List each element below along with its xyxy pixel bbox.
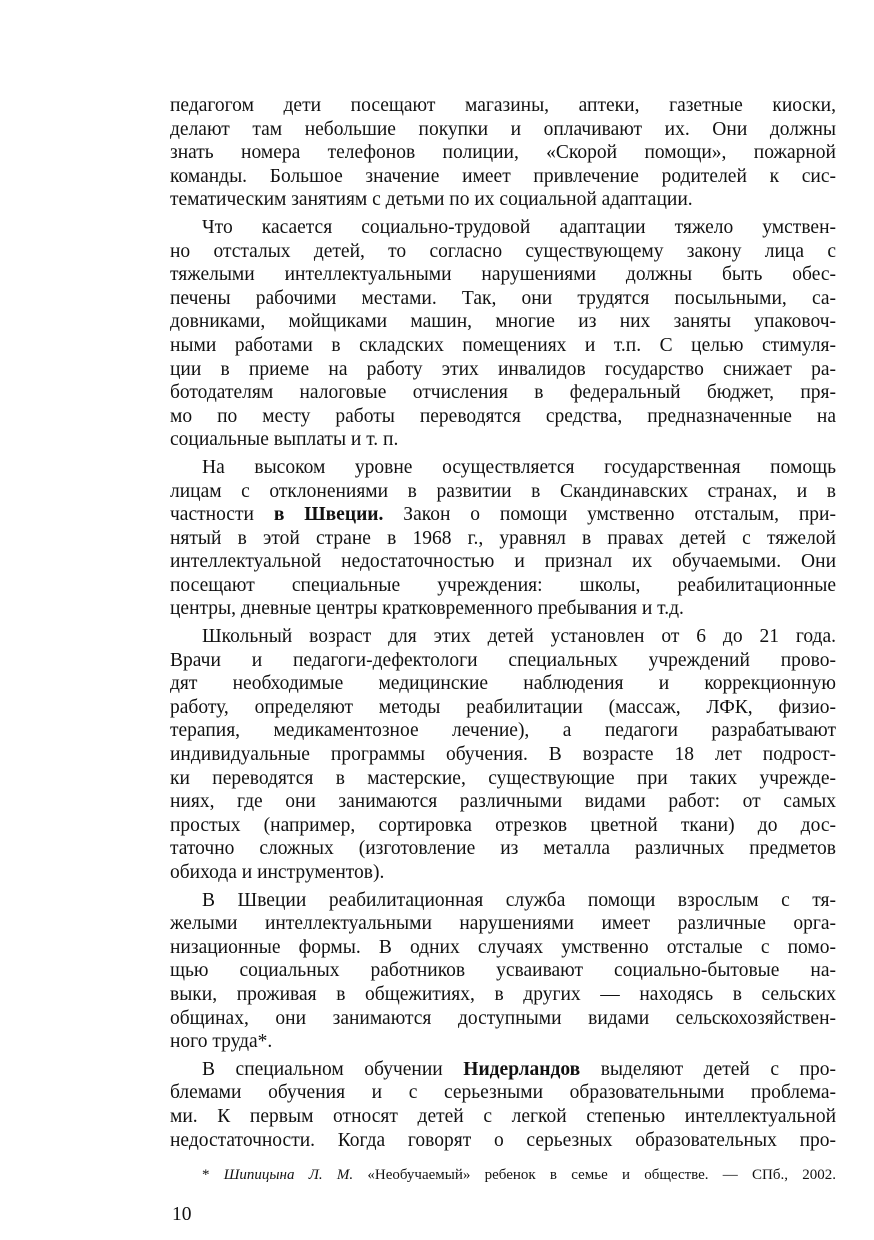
page-body [170,94,836,1152]
text-line: недостаточности. Когда говорят о серьезных образовательных про- [170,1129,836,1151]
text-line: тематическим занятиям с детьми по их социальной адаптации. [170,189,693,211]
text-line: довниками, мойщиками машин, многие из них заняты упаковоч- [170,311,836,333]
text-line: ниях, где они занимаются различными видами работ: от самых [170,791,836,813]
text-line: блемами обучения и с серьезными образовательными проблема- [170,1082,836,1104]
text-line: таточно сложных (изготовление из металла различных предметов [170,838,836,860]
text-line: простых (например, сортировка отрезков цветной ткани) до дос- [170,814,836,836]
text-line: интеллектуальной недостаточностью и признал их обучаемыми. Они [170,551,836,573]
paragraph-3 [170,456,836,621]
text-line: На высоком уровне осуществляется государственная помощь [202,456,836,478]
text-line: ки переводятся в мастерские, существующие при таких учрежде- [170,767,836,789]
paragraph-2 [170,216,836,452]
paragraph-1 [170,94,836,212]
text-line: обихода и инструментов). [170,862,385,883]
text-run: частности [170,504,274,526]
text-line: ботодателям налоговые отчисления в федеральный бюджет, пря- [170,382,836,404]
text-line: В Швеции реабилитационная служба помощи взрослым с тя- [202,889,836,911]
text-line: лицам с отклонениями в развитии в Скандинавских странах, и в [170,480,836,502]
text-line: индивидуальные программы обучения. В возрасте 18 лет подрост- [170,744,836,766]
footnote [202,1165,836,1185]
text-line: щью социальных работников усваивают социально-бытовые на- [170,960,836,982]
paragraph-6 [170,1058,836,1152]
text-line: ными работами в складских помещениях и т.п. С целью стимуля- [170,334,836,356]
paragraph-4 [170,625,836,885]
text-line-with-bold [170,1058,836,1082]
text-line: желыми интеллектуальными нарушениями имеет различные орга- [170,913,836,935]
text-line: делают там небольшие покупки и оплачивают их. Они должны [170,118,836,140]
text-line: Врачи и педагоги-дефектологи специальных учреждений прово- [170,649,836,671]
text-line: работу, определяют методы реабилитации (массаж, ЛФК, физио- [170,696,836,718]
bold-country-sweden: в Швеции. [273,504,384,526]
text-line: выки, проживая в общежитиях, в других — находясь в сельских [170,983,836,1005]
paragraph-5 [170,889,836,1054]
text-line-with-bold [170,503,836,527]
text-line: посещают специальные учреждения: школы, реабилитационные [170,574,836,596]
text-line: общинах, они занимаются доступными видами сельскохозяйствен- [170,1007,836,1029]
footnote-text: «Необучаемый» ребенок в семье и обществе. — СПб., 2002. [353,1167,836,1183]
text-line: центры, дневные центры кратковременного пребывания и т.д. [170,598,684,620]
page-number: 10 [172,1204,192,1225]
text-run: Закон о помощи умственно отсталым, при- [383,504,836,526]
text-run: выделяют детей с про- [580,1058,836,1080]
text-line: мо по месту работы переводятся средства, предназначенные на [170,405,836,427]
text-line: Школьный возраст для этих детей установлен от 6 до 21 года. [202,626,836,648]
text-line: ми. К первым относят детей с легкой степенью интеллектуальной [170,1105,836,1127]
footnote-marker: * [202,1167,210,1183]
footnote-author: Шипицына Л. М. [223,1167,354,1183]
text-line: Что касается социально-трудовой адаптации тяжело умствен- [202,216,836,238]
text-line: дят необходимые медицинские наблюдения и коррекционную [170,673,836,695]
text-line: знать номера телефонов полиции, «Скорой помощи», пожарной [170,142,836,164]
bold-country-netherlands: Нидерландов [463,1058,581,1080]
text-line: социальные выплаты и т. п. [170,429,399,451]
text-line: терапия, медикаментозное лечение), а педагоги разрабатывают [170,720,836,742]
text-run: В специальном обучении [202,1058,464,1080]
text-line: команды. Большое значение имеет привлечение родителей к сис- [170,165,836,187]
text-line: педагогом дети посещают магазины, аптеки, газетные киоски, [170,95,836,116]
text-line: нятый в этой стране в 1968 г., уравнял в правах детей с тяжелой [170,527,836,549]
text-line: ции в приеме на работу этих инвалидов государство снижает ра- [170,358,836,380]
text-line: низационные формы. В одних случаях умственно отсталые с помо- [170,936,836,958]
text-line: ного труда*. [170,1031,273,1053]
text-line: печены рабочими местами. Так, они трудятся посыльными, са- [170,287,836,309]
text-line: но отсталых детей, то согласно существующему закону лица с [170,240,836,262]
text-line: тяжелыми интеллектуальными нарушениями должны быть обес- [170,264,836,286]
